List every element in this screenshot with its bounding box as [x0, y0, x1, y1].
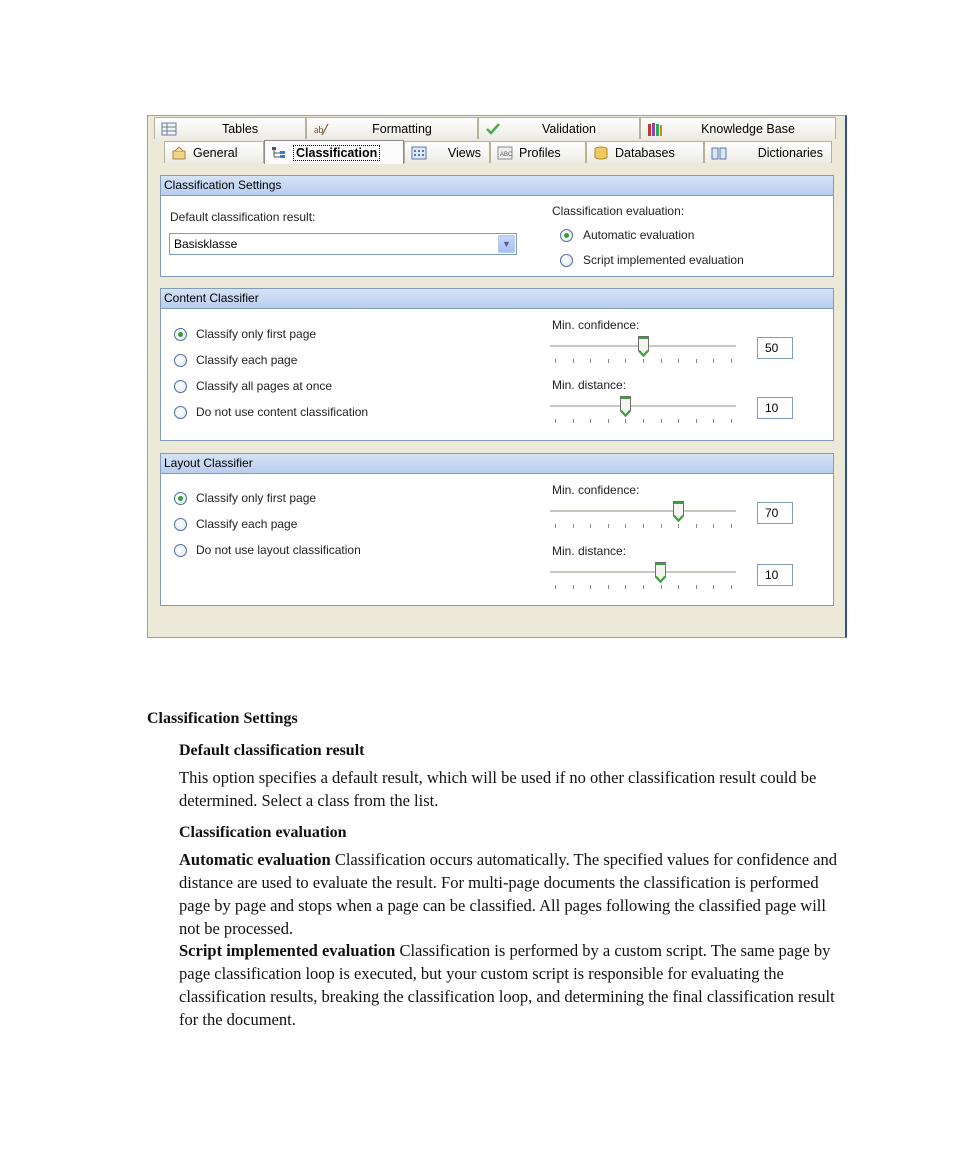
content-min-distance-label: Min. distance:: [552, 378, 627, 392]
tab-profiles[interactable]: [490, 141, 586, 163]
layout-min-confidence-label: Min. confidence:: [552, 483, 640, 497]
tab-profiles-label: Profiles: [519, 145, 561, 160]
tab-dictionaries-label: Dictionaries: [757, 145, 823, 160]
tab-views[interactable]: [404, 141, 490, 163]
views-icon: [411, 146, 427, 160]
slider-tick: [678, 585, 679, 589]
content-option-label-1: Classify each page: [196, 353, 298, 367]
tab-general-label: General: [193, 145, 238, 160]
database-icon: [593, 146, 609, 160]
hierarchy-icon: [271, 146, 287, 160]
slider-tick: [713, 585, 714, 589]
classification-settings-title: Classification Settings: [161, 176, 833, 196]
slider-tick: [555, 524, 556, 528]
slider-track: [550, 405, 736, 408]
slider-tick: [731, 585, 732, 589]
table-icon: [161, 122, 177, 136]
doc-automatic-text: Classification occurs automatically. The specified values for confidence and distance are used to evaluate the result. For multi-page documents the classification is performed page by page and stops when a page can be classified. All pages following the classified page will not be processed.: [179, 850, 837, 938]
content-classifier-title: Content Classifier: [161, 289, 833, 309]
slider-tick: [696, 359, 697, 363]
content-classifier-panel: [160, 288, 834, 441]
layout-option-radio-0[interactable]: [174, 492, 187, 505]
slider-tick: [713, 524, 714, 528]
slider-tick: [678, 359, 679, 363]
slider-tick: [555, 419, 556, 423]
profiles-icon: [497, 146, 513, 160]
dictionary-icon: [711, 146, 727, 160]
tab-general[interactable]: [164, 141, 264, 163]
slider-tick: [713, 419, 714, 423]
script-evaluation-radio[interactable]: [560, 254, 573, 267]
layout-distance-slider[interactable]: [550, 561, 736, 589]
slider-tick: [608, 359, 609, 363]
slider-tick: [678, 419, 679, 423]
tab-formatting[interactable]: [306, 117, 478, 139]
tab-classification-label: Classification: [293, 145, 380, 161]
slider-tick: [661, 419, 662, 423]
layout-distance-input[interactable]: 10: [757, 564, 793, 586]
content-min-confidence-label: Min. confidence:: [552, 318, 640, 332]
slider-tick: [625, 419, 626, 423]
slider-tick: [590, 359, 591, 363]
content-distance-input[interactable]: 10: [757, 397, 793, 419]
slider-tick: [661, 585, 662, 589]
slider-tick: [608, 585, 609, 589]
tab-tables[interactable]: [154, 117, 306, 139]
tab-row-2: [148, 140, 845, 164]
chevron-down-icon[interactable]: ▼: [498, 235, 515, 253]
slider-tick: [643, 359, 644, 363]
slider-tick: [643, 524, 644, 528]
tab-classification[interactable]: [264, 140, 404, 164]
classification-evaluation-label: Classification evaluation:: [552, 204, 685, 218]
tab-knowledge-base-label: Knowledge Base: [701, 121, 795, 136]
tab-knowledge-base[interactable]: [640, 117, 836, 139]
automatic-evaluation-label: Automatic evaluation: [583, 228, 695, 242]
tab-views-label: Views: [447, 145, 481, 160]
books-icon: [647, 122, 663, 136]
slider-tick: [573, 585, 574, 589]
slider-thumb[interactable]: [638, 336, 649, 357]
slider-tick: [608, 524, 609, 528]
slider-tick: [713, 359, 714, 363]
options-dialog: [147, 115, 847, 638]
default-classification-value: Basisklasse: [174, 237, 238, 251]
slider-tick: [590, 419, 591, 423]
tab-dictionaries[interactable]: [704, 141, 832, 163]
content-option-label-0: Classify only first page: [196, 327, 317, 341]
slider-tick: [573, 419, 574, 423]
automatic-evaluation-radio[interactable]: [560, 229, 573, 242]
content-option-radio-1[interactable]: [174, 354, 187, 367]
layout-classifier-panel: [160, 453, 834, 606]
slider-tick: [696, 524, 697, 528]
content-confidence-input[interactable]: 50: [757, 337, 793, 359]
default-classification-select[interactable]: [169, 233, 517, 255]
slider-tick: [643, 419, 644, 423]
tab-databases[interactable]: [586, 141, 704, 163]
content-option-radio-2[interactable]: [174, 380, 187, 393]
slider-tick: [696, 585, 697, 589]
doc-script-text: Classification is performed by a custom script. The same page by page classification loop is executed, but your custom script is responsible for evaluating the classification results, breaking the classification loop, and determining the final classification result for the document.: [179, 941, 835, 1029]
layout-confidence-slider[interactable]: [550, 500, 736, 528]
svg-text:ABC: ABC: [500, 151, 513, 158]
slider-tick: [555, 585, 556, 589]
slider-tick: [678, 524, 679, 528]
slider-thumb[interactable]: [673, 501, 684, 522]
slider-thumb[interactable]: [620, 396, 631, 417]
slider-tick: [625, 585, 626, 589]
tab-formatting-label: Formatting: [372, 121, 432, 136]
content-distance-slider[interactable]: [550, 395, 736, 423]
slider-tick: [731, 359, 732, 363]
tab-validation[interactable]: [478, 117, 640, 139]
slider-tick: [555, 359, 556, 363]
slider-tick: [590, 585, 591, 589]
slider-thumb[interactable]: [655, 562, 666, 583]
content-option-label-2: Classify all pages at once: [196, 379, 333, 393]
tab-tables-label: Tables: [221, 121, 259, 136]
slider-tick: [661, 359, 662, 363]
content-option-radio-3[interactable]: [174, 406, 187, 419]
layout-option-radio-1[interactable]: [174, 518, 187, 531]
slider-tick: [625, 524, 626, 528]
content-option-radio-0[interactable]: [174, 328, 187, 341]
slider-tick: [731, 419, 732, 423]
checkmark-icon: [485, 122, 501, 136]
layout-option-label-2: Do not use layout classification: [196, 543, 361, 557]
doc-script-term: Script implemented evaluation: [179, 941, 396, 960]
svg-text:ab: ab: [314, 124, 324, 136]
slider-track: [550, 571, 736, 574]
doc-heading: Classification Settings: [147, 710, 298, 727]
content-confidence-slider[interactable]: [550, 335, 736, 363]
doc-sub-default-result: Default classification result: [179, 742, 365, 759]
script-evaluation-label: Script implemented evaluation: [583, 253, 744, 267]
slider-tick: [696, 419, 697, 423]
slider-tick: [573, 359, 574, 363]
slider-tick: [625, 359, 626, 363]
layout-option-label-0: Classify only first page: [196, 491, 317, 505]
slider-track: [550, 510, 736, 513]
doc-para-automatic: [179, 848, 839, 940]
tab-validation-label: Validation: [542, 121, 596, 136]
slider-tick: [661, 524, 662, 528]
tab-databases-label: Databases: [615, 145, 675, 160]
layout-confidence-input[interactable]: 70: [757, 502, 793, 524]
layout-option-label-1: Classify each page: [196, 517, 298, 531]
slider-tick: [608, 419, 609, 423]
doc-para-default-result: This option specifies a default result, which will be used if no other classification result could be determined. Select a class from the list.: [179, 768, 817, 810]
spell-check-icon: [313, 122, 329, 136]
slider-tick: [643, 585, 644, 589]
content-option-label-3: Do not use content classification: [196, 405, 369, 419]
doc-sub-evaluation: Classification evaluation: [179, 824, 347, 841]
tab-row-1: [148, 116, 845, 140]
slider-tick: [590, 524, 591, 528]
layout-min-distance-label: Min. distance:: [552, 544, 627, 558]
doc-para-script: [179, 939, 839, 1031]
layout-option-radio-2[interactable]: [174, 544, 187, 557]
classification-settings-panel: [160, 175, 834, 277]
slider-tick: [731, 524, 732, 528]
slider-tick: [573, 524, 574, 528]
general-icon: [171, 146, 187, 160]
default-classification-label: Default classification result:: [170, 210, 316, 224]
doc-automatic-term: Automatic evaluation: [179, 850, 331, 869]
layout-classifier-title: Layout Classifier: [161, 454, 833, 474]
